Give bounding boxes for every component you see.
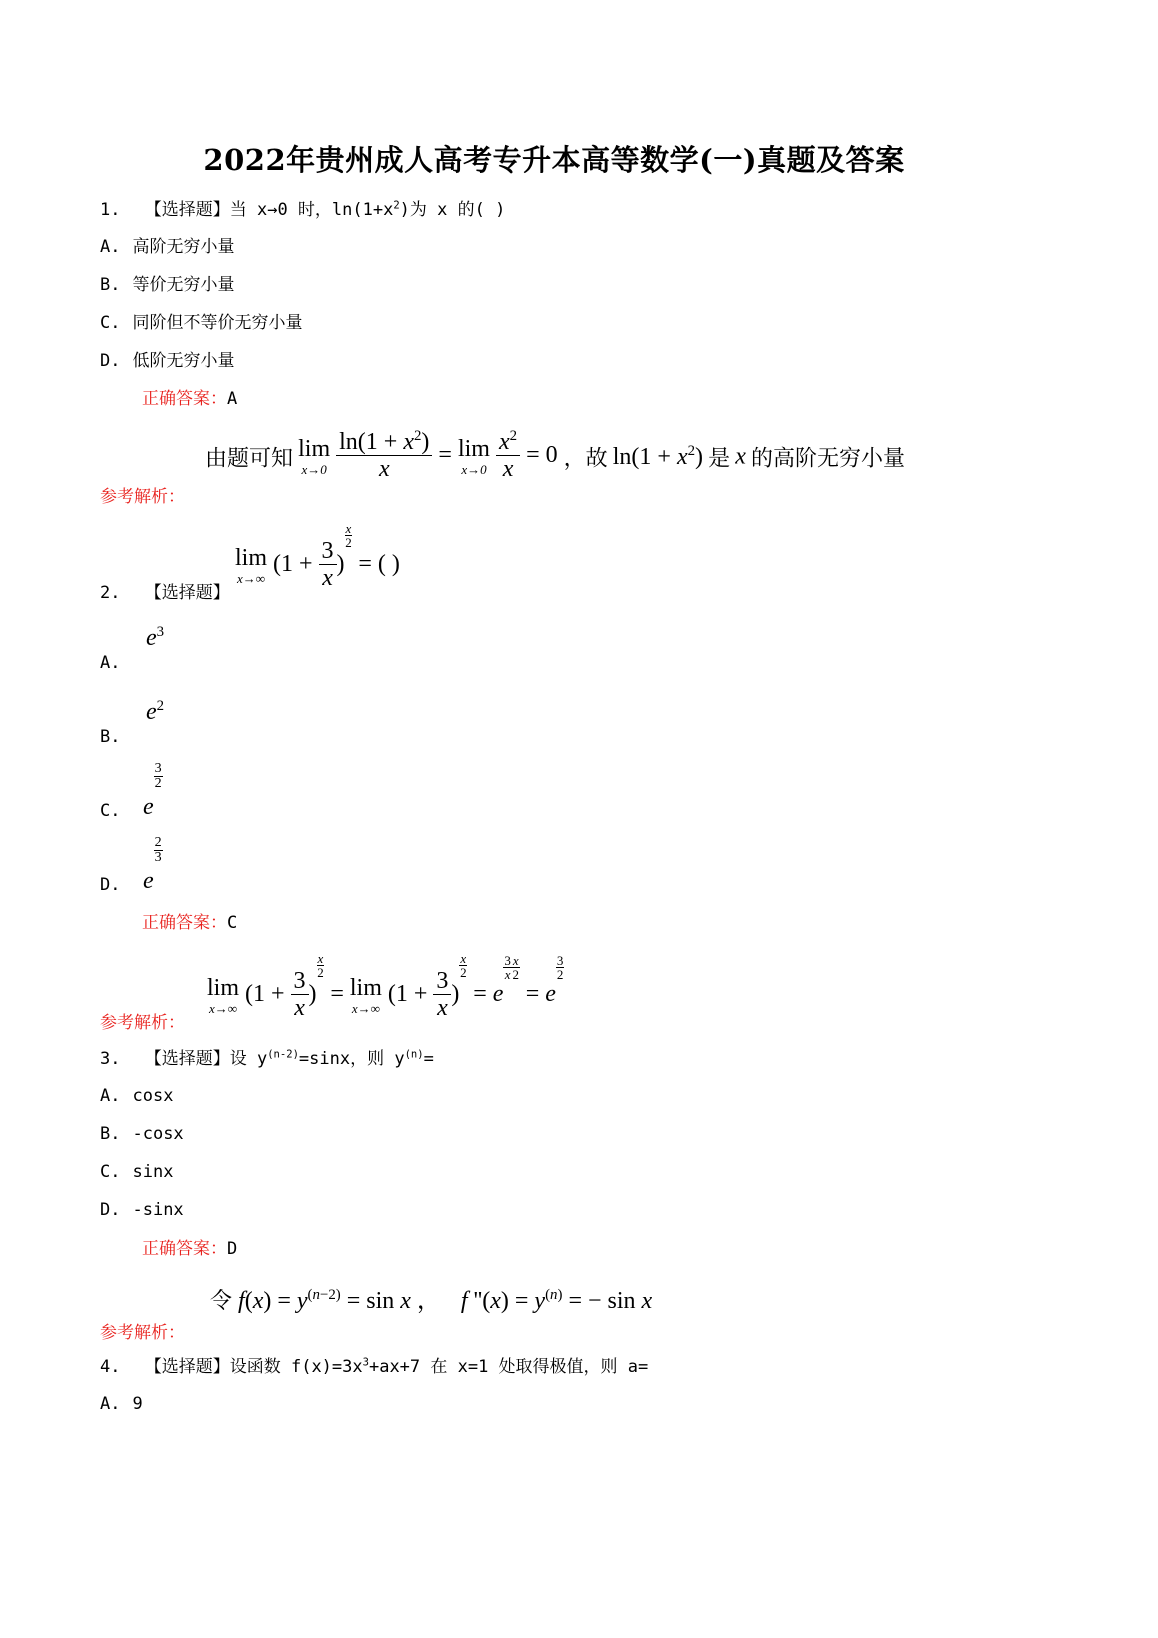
answer-label: 正确答案： (142, 389, 227, 409)
question-3-stem (100, 1044, 434, 1069)
q1-answer (142, 384, 237, 409)
analysis-text: 的高阶无穷小量 (750, 446, 905, 472)
q2-option-b: B. (100, 727, 121, 747)
question-number: 2. (100, 583, 121, 603)
q1-analysis-label: 参考解析： (100, 487, 185, 507)
exponent: 3 (362, 1356, 369, 1369)
q3-option-a (100, 1086, 173, 1106)
fraction: $\frac{\ln(1 + x^2)}{x}$ (336, 428, 432, 484)
q3-option-b (100, 1124, 184, 1144)
question-text: =sinx，则 y (298, 1049, 405, 1069)
option-key: B. (100, 275, 121, 295)
answer-label: 正确答案： (142, 913, 227, 933)
option-text: sinx (132, 1162, 174, 1182)
q2-analysis-formula: lim x→∞ (1 + $\frac{3}{x}$ ) $\frac{x}{2}$ = lim x→∞ (1 + $\frac{3}{x}$ ) $\frac{x}{2}$ = e $\frac{3}{x}$ $\frac{x}{2}$ = e $\frac{3}{2}$ (207, 951, 564, 1022)
question-type: 【选择题】 (144, 583, 230, 603)
question-text: 设 y (229, 1049, 268, 1069)
q2-option-b-formula: $e^2$ (146, 698, 165, 725)
q2-option-d: D. (100, 875, 121, 895)
question-text: 设函数 f(x)=3x (229, 1357, 363, 1377)
answer-value: C (227, 913, 238, 933)
q3-option-d (100, 1200, 184, 1220)
question-number: 3. (100, 1049, 121, 1069)
option-key: C. (100, 313, 121, 333)
q2-option-d-formula: e $\frac{2}{3}$ (143, 835, 162, 894)
q1-option-b (100, 270, 234, 295)
q4-option-a (100, 1394, 143, 1414)
option-key: C. (100, 1162, 121, 1182)
q2-option-c-formula: e $\frac{3}{2}$ (143, 761, 162, 820)
question-type: 【选择题】 (144, 1049, 230, 1069)
analysis-text: 由题可知 (205, 446, 294, 472)
q2-formula: lim x→∞ (1 + $\frac{3}{x}$ ) $\frac{x}{2}$ = ( ) (235, 521, 400, 592)
answer-label: 正确答案： (142, 1239, 227, 1259)
q2-analysis-label: 参考解析： (100, 1013, 185, 1033)
option-text: 同阶但不等价无穷小量 (132, 313, 303, 333)
option-text: -sinx (132, 1200, 184, 1220)
q3-analysis-formula: 令 $f(x) = y^{(n-2)} = \sin x$ ， f ''$(x) = y^{(n)}$ = − sin x (210, 1287, 653, 1314)
question-text: )为 x 的( ) (399, 200, 506, 220)
option-key: B. (100, 1124, 121, 1144)
answer-value: D (227, 1239, 238, 1259)
question-text: +ax+7 在 x=1 处取得极值，则 a= (368, 1357, 649, 1377)
question-text: 当 x→0 时，ln(1+x (229, 200, 394, 220)
q2-option-c: C. (100, 801, 121, 821)
option-text: 低阶无穷小量 (132, 351, 235, 371)
q1-option-a (100, 232, 234, 257)
limit-symbol: lim x→0 (457, 435, 490, 477)
option-key: A. (100, 1394, 121, 1414)
q1-analysis-formula: 由题可知 lim x→0 $\frac{\ln(1 + x^2)}{x}$ = lim x→0 $\frac{x^2}{x}$ = 0 ，故 $\ln(1 + x^2)$ 是 x 的高阶无穷小量 (205, 428, 905, 483)
q3-analysis-label: 参考解析： (100, 1323, 185, 1343)
q3-option-c (100, 1162, 173, 1182)
question-type: 【选择题】 (144, 200, 230, 220)
analysis-variable: x (735, 443, 746, 470)
analysis-text: 是 (708, 446, 731, 472)
option-key: D. (100, 351, 121, 371)
question-4-stem (100, 1352, 648, 1377)
option-key: D. (100, 1200, 121, 1220)
option-key: A. (100, 1086, 121, 1106)
answer-value: A (227, 389, 238, 409)
fraction: $\frac{x^2}{x}$ (496, 428, 520, 484)
q3-answer (142, 1234, 237, 1259)
exponent: (n) (404, 1048, 424, 1061)
q2-answer (142, 908, 237, 933)
question-text: = (423, 1049, 434, 1069)
question-number: 4. (100, 1357, 121, 1377)
q1-option-d (100, 346, 234, 371)
question-type: 【选择题】 (144, 1357, 230, 1377)
analysis-text: ，故 (563, 446, 608, 472)
option-text: -cosx (132, 1124, 184, 1144)
question-number: 1. (100, 200, 121, 220)
option-text: 等价无穷小量 (132, 275, 235, 295)
option-text: 高阶无穷小量 (132, 237, 235, 257)
page-title: 2022年贵州成人高考专升本高等数学(一)真题及答案 (203, 143, 905, 177)
q1-option-c (100, 308, 302, 333)
exponent: (n-2) (267, 1048, 299, 1061)
question-2-stem (100, 578, 230, 603)
question-1-stem (100, 195, 505, 220)
option-text: cosx (132, 1086, 174, 1106)
q2-option-a: A. (100, 653, 121, 673)
option-text: 9 (132, 1394, 143, 1414)
option-key: A. (100, 237, 121, 257)
analysis-text: 令 (210, 1289, 233, 1314)
q2-option-a-formula: $e^3$ (146, 624, 165, 651)
exponent: 2 (393, 199, 400, 212)
limit-symbol: lim x→0 (298, 435, 331, 477)
